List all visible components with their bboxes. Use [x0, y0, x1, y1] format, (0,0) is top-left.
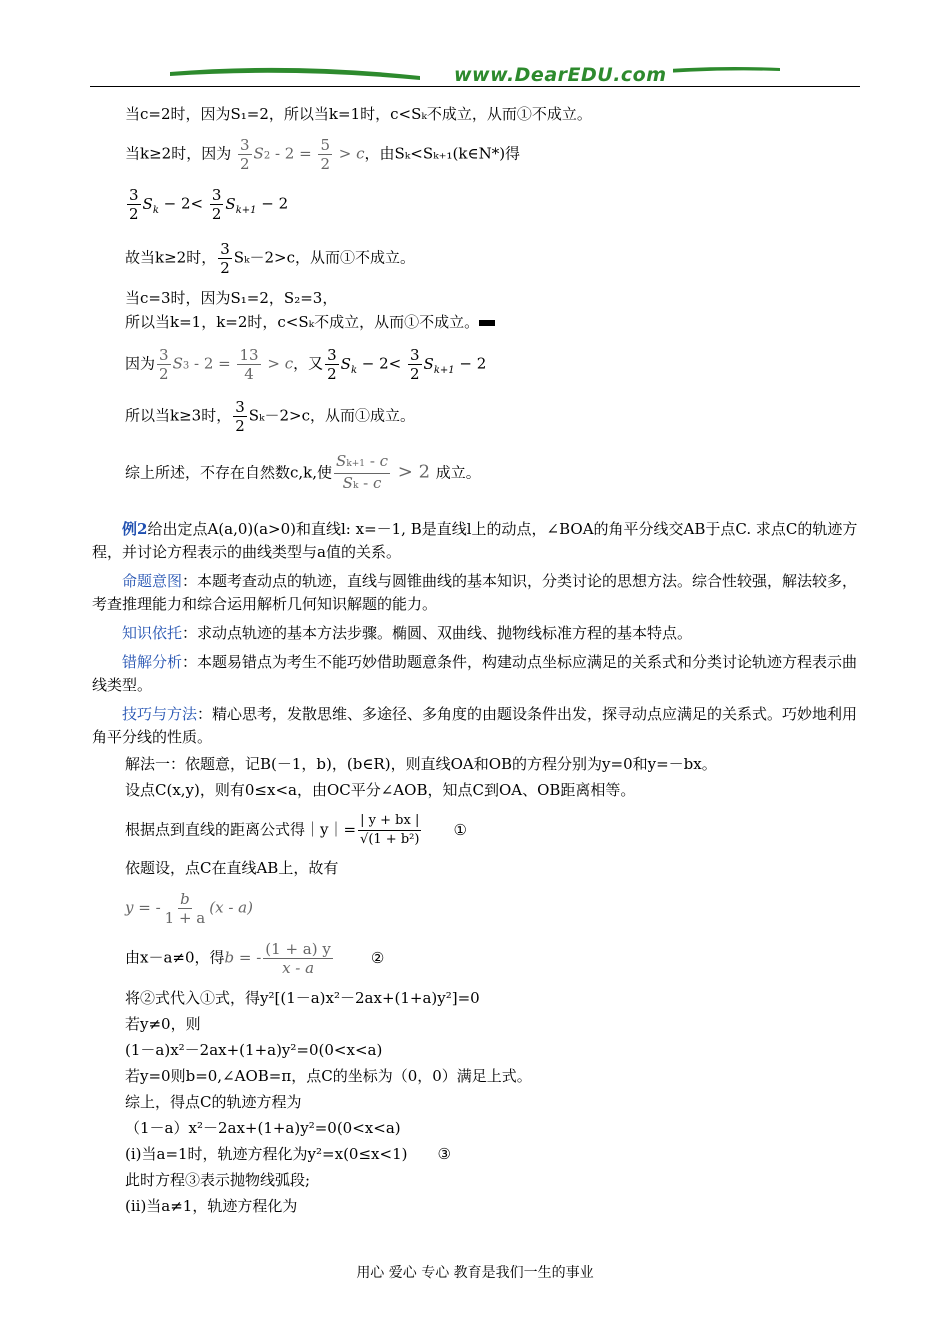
text-line [125, 288, 337, 308]
equation-mark: ③ [437, 1145, 451, 1163]
math-text: (x - a) [209, 898, 253, 917]
solution-line [125, 780, 635, 800]
line-text: 当 [125, 144, 141, 163]
line-text: Sₖ－2>c，从而①不成立。 [233, 248, 416, 267]
fraction: $\frac{3}{2}$ [235, 398, 245, 435]
text-line [125, 398, 415, 435]
fraction: $\frac{| y + bx |}{\text{√(1 + b²)}}$ [360, 813, 420, 847]
line-text: 综上所述，不存在自然数c,k,使 [125, 463, 333, 482]
intent-text: ：本题考查动点的轨迹，直线与圆锥曲线的基本知识，分类讨论的思想方法。综合性较强，解法较多，考查推理能力和综合运用解析几何知识解题的能力。 [92, 572, 858, 613]
method-label: 技巧与方法 [122, 705, 198, 723]
page-footer: 用心 爱心 专心 教育是我们一生的事业 [356, 1265, 594, 1281]
line-text: 设点C(x,y)，则有0≤x<a，由OC平分∠AOB，知点C到OA、OB距离相等。 [125, 781, 636, 799]
line-text: 所以当k=1，k=2时，c<Sₖ不成立，从而①不成立。 [125, 313, 480, 331]
example-paragraph [92, 518, 860, 564]
fraction: $\frac{(1 + a) y}{x - a}$ [265, 940, 331, 977]
fraction: $\frac{3}{2}$ [409, 346, 420, 383]
intent-label: 命题意图 [122, 572, 183, 590]
page-header [90, 58, 860, 90]
equation-mark: ② [370, 948, 385, 967]
line-text: k≥2时，因为 [140, 144, 232, 163]
error-label: 错解分析 [122, 653, 183, 671]
basis-label: 知识依托 [122, 624, 183, 642]
header-site-link[interactable]: www.DearEDU.com [448, 64, 673, 86]
fraction: $\frac{3}{2}$ [129, 186, 139, 223]
example-section [92, 518, 860, 749]
line-text: (1－a)x²－2ax+(1+a)y²=0(0<x<a) [125, 1041, 383, 1059]
solution-line [125, 988, 480, 1008]
solution-line [125, 1092, 301, 1112]
text-line: $\frac{3}{2}$ $S_k - 2<$ $\frac{3}{2}$ $S_{k+1} - 2$ [129, 186, 289, 223]
solution-line [125, 1040, 382, 1060]
basis-text: ：求动点轨迹的基本方法步骤。椭圆、双曲线、抛物线标准方程的基本特点。 [182, 624, 693, 642]
line-text: 故当k≥2时， [125, 248, 217, 267]
intent-paragraph [92, 570, 860, 616]
basis-paragraph [92, 622, 860, 645]
line-text: 若y≠0，则 [125, 1015, 201, 1033]
error-text: ：本题易错点为考生不能巧妙借助题意条件，构建动点坐标应满足的关系式和分类讨论轨迹方程表示曲线类型。 [92, 653, 858, 694]
solution-line [125, 1196, 297, 1216]
error-paragraph [92, 651, 860, 697]
line-text: 若y=0则b=0,∠AOB=π，点C的坐标为（0，0）满足上式。 [125, 1067, 532, 1085]
line-text: 将②式代入①式，得y²[(1－a)x²－2ax+(1+a)y²]=0 [125, 989, 480, 1007]
line-text: 所以当k≥3时， [125, 406, 232, 425]
fraction: $\frac{3}{2}$ [240, 136, 250, 173]
solution-line [125, 890, 253, 927]
line-text: (i)当a=1时，轨迹方程化为y²=x(0≤x<1) [125, 1145, 408, 1163]
line-text: （1－a）x²－2ax+(1+a)y²=0(0<x<a) [125, 1119, 401, 1137]
solution-line [125, 754, 717, 774]
line-text: 当c=3时，因为S₁=2，S₂=3， [125, 289, 338, 307]
text-cursor [479, 320, 495, 326]
line-text: 依题设，点C在直线AB上，故有 [125, 859, 339, 877]
solution-line [125, 1144, 451, 1164]
text-line [125, 104, 592, 124]
text-line: 综上所述，不存在自然数c,k,使 $\frac{Sk+1 - c}{Sk - c}$ > 2 成立。 [125, 452, 481, 495]
solution-line [125, 940, 384, 977]
line-text: 由x－a≠0，得 [125, 948, 225, 967]
line-text: 当c=2时，因为S₁=2，所以当k=1时，c<Sₖ不成立，从而①不成立。 [125, 105, 592, 123]
header-rule [90, 86, 860, 87]
line-text: 因为 [125, 354, 156, 373]
example-label: 例2 [122, 520, 148, 538]
fraction: $\frac{3}{2}$ [211, 186, 222, 223]
line-text: 解法一：依题意，记B(－1，b)，(b∈R)，则直线OA和OB的方程分别为y=0和y=－bx。 [125, 755, 717, 773]
line-text: 根据点到直线的距离公式得｜y｜= [125, 820, 357, 839]
fraction: $\frac{3}{2}$ [159, 346, 169, 383]
solution-line [125, 1014, 201, 1034]
line-text: ，又 [293, 354, 324, 373]
text-line: 因为 $\frac{3}{2}$ S3 - 2 = $\frac{13}{4}$ > c，又 $\frac{3}{2}$ $S_k - 2<$ $\frac{3}{2}$ $S_{k+1} - 2$ [125, 346, 487, 383]
math-text: b = - [224, 948, 262, 967]
fraction: $\frac{5}{2}$ [320, 136, 331, 173]
fraction: $\frac{Sk+1 - c}{Sk - c}$ [336, 452, 389, 492]
solution-line [125, 812, 467, 849]
solution-line [125, 1118, 401, 1138]
text-line: 当k≥2时，因为 $\frac{3}{2}$ S2 - 2 = $\frac{5}{2}$ > c，由Sₖ<Sₖ₊₁(k∈N*)得 [125, 136, 521, 173]
line-text: 此时方程③表示抛物线弧段; [125, 1171, 311, 1189]
solution-line [125, 1066, 532, 1086]
line-text: 成立。 [435, 463, 481, 482]
text-line [125, 240, 415, 277]
text-line [125, 312, 495, 332]
line-text: ，由Sₖ<Sₖ₊₁(k∈N*)得 [364, 144, 521, 163]
example-text: 给出定点A(a,0)(a>0)和直线l: x=－1, B是直线l上的动点，∠BOA的角平分线交AB于点C. 求点C的轨迹方程，并讨论方程表示的曲线类型与a值的关系。 [92, 520, 858, 561]
fraction: $\frac{b}{1 + a}$ [164, 890, 206, 927]
method-paragraph [92, 703, 860, 749]
method-text: ：精心思考，发散思维、多途径、多角度的由题设条件出发，探寻动点应满足的关系式。巧妙地利用角平分线的性质。 [92, 705, 858, 746]
solution-line [125, 1170, 310, 1190]
fraction: $\frac{13}{4}$ [239, 346, 259, 383]
fraction: $\frac{3}{2}$ [327, 346, 337, 383]
line-text: Sₖ－2>c，从而①成立。 [248, 406, 416, 425]
line-text: 综上，得点C的轨迹方程为 [125, 1093, 302, 1111]
math-text: y = - [125, 898, 161, 917]
solution-line [125, 858, 338, 878]
fraction: $\frac{3}{2}$ [220, 240, 230, 277]
equation-mark: ① [453, 820, 467, 839]
line-text: (ii)当a≠1，轨迹方程化为 [125, 1197, 298, 1215]
